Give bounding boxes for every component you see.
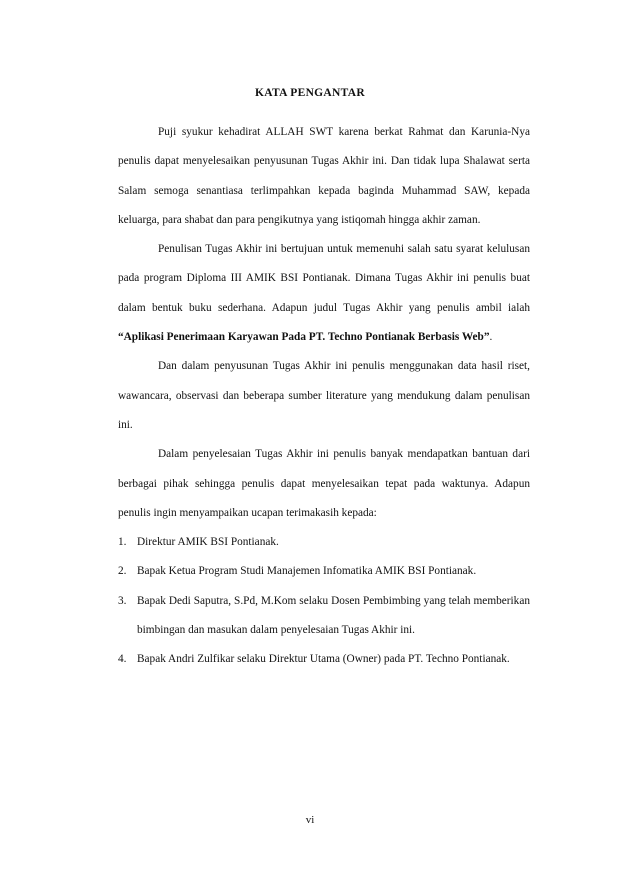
page-title: KATA PENGANTAR [255,87,365,99]
thesis-title: “Aplikasi Penerimaan Karyawan Pada PT. Techno Pontianak Berbasis Web” [118,331,490,344]
list-item-number: 2. [118,565,127,578]
list-item [118,557,530,586]
paragraph-purpose [118,235,530,352]
paragraph-acknowledgement: Dalam penyelesaian Tugas Akhir ini penulis banyak mendapatkan bantuan dari berbagai pihak sehingga penulis dapat menyelesaikan tepat pada waktunya. Adapun penulis ingin menyampaikan ucapan terimakasih kepada: [118,448,530,519]
document-body [118,118,530,675]
paragraph-method: Dan dalam penyusunan Tugas Akhir ini penulis menggunakan data hasil riset, wawancara, observasi dan beberapa sumber literature yang mendukung dalam penulisan ini. [118,360,530,431]
list-item-text: Bapak Ketua Program Studi Manajemen Infomatika AMIK BSI Pontianak. [137,565,477,578]
list-item-text: Bapak Dedi Saputra, S.Pd, M.Kom selaku Dosen Pembimbing yang telah memberikan bimbingan dan masukan dalam penyelesaian Tugas Akhir ini. [137,594,530,637]
list-item [118,528,530,557]
acknowledgement-list [118,528,530,674]
page-number: vi [305,814,315,826]
paragraph-purpose-end: . [489,331,493,344]
paragraph-opening: Puji syukur kehadirat ALLAH SWT karena berkat Rahmat dan Karunia-Nya penulis dapat menyelesaikan penyusunan Tugas Akhir ini. Dan tidak lupa Shalawat serta Salam semoga senantiasa terlimpahkan kepada baginda Muhammad SAW, kepada keluarga, para shabat dan para pengikutnya yang istiqomah hingga akhir zaman. [118,126,530,226]
list-item [118,587,530,646]
list-item-text: Direktur AMIK BSI Pontianak. [137,536,279,549]
list-item-number: 1. [118,536,127,549]
list-item-number: 4. [118,653,127,666]
paragraph-purpose-text: Penulisan Tugas Akhir ini bertujuan untuk memenuhi salah satu syarat kelulusan pada program Diploma III AMIK BSI Pontianak. Dimana Tugas Akhir ini penulis buat dalam bentuk buku sederhana. Adapun judul Tugas Akhir yang penulis ambil ialah [118,243,530,314]
list-item [118,645,530,674]
list-item-number: 3. [118,594,127,607]
list-item-text: Bapak Andri Zulfikar selaku Direktur Utama (Owner) pada PT. Techno Pontianak. [137,653,510,666]
